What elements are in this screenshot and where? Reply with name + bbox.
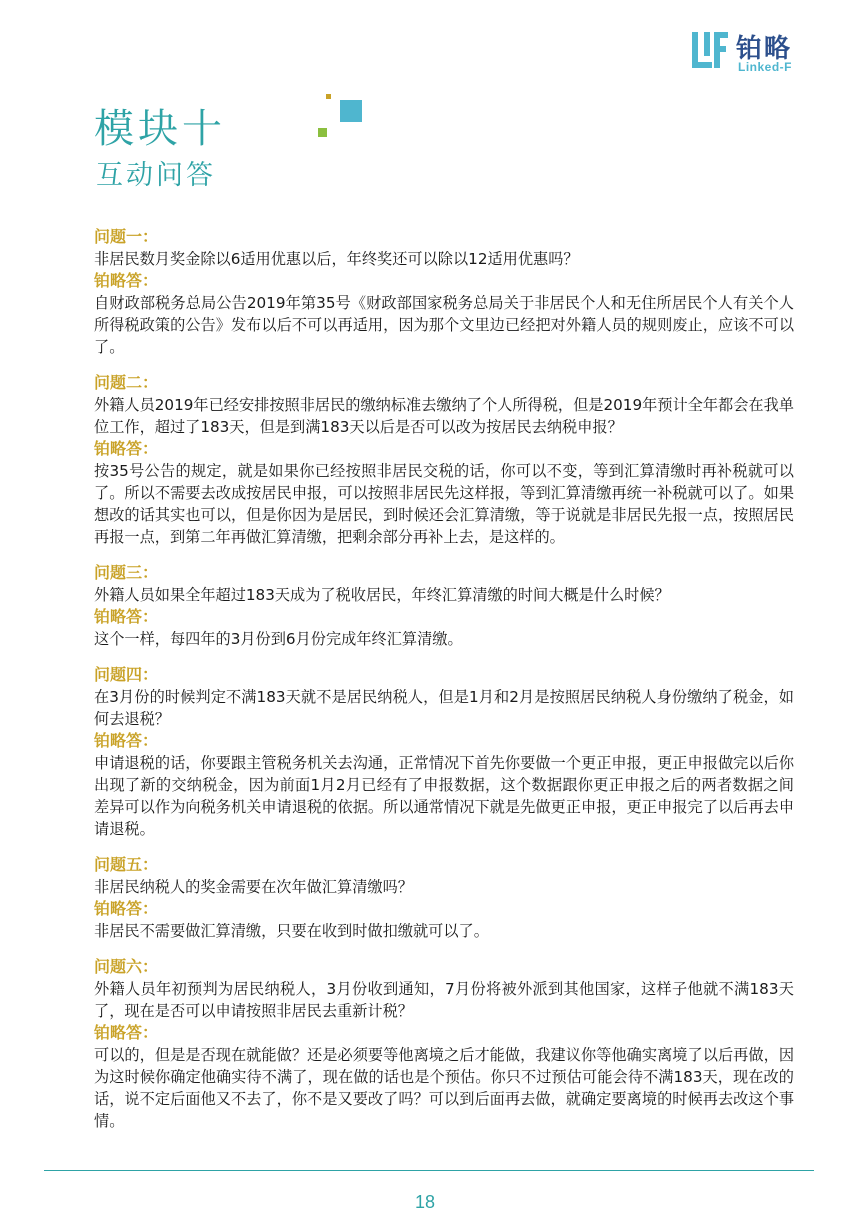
qa-content: [94, 226, 794, 1146]
answer-label: 铂略答：: [94, 439, 159, 458]
brand-name-en: Linked-F: [738, 60, 792, 74]
page-number: 18: [414, 1192, 436, 1212]
answer-text: 可以的，但是是否现在就能做？还是必须要等他离境之后才能做，我建议你等他确实离境了以后再做，因为这时候你确定他确实待不满了，现在做的话也是个预估。你只不过预估可能会待不满183天，现在改的话，说不定后面他又不去了，你不是又要改了吗？可以到后面再去做，就确定要离境的时候再去改这个事情。: [94, 1046, 794, 1130]
question-label: 问题一：: [94, 227, 159, 246]
question-label: 问题三：: [94, 563, 159, 582]
brand-logo-icon: [690, 30, 730, 70]
qa-item-5: [94, 854, 794, 942]
brand-logo: [690, 28, 820, 78]
question-text: 外籍人员2019年已经安排按照非居民的缴纳标准去缴纳了个人所得税，但是2019年预计全年都会在我单位工作，超过了183天，但是到满183天以后是否可以改为按居民去纳税申报？: [94, 396, 794, 436]
question-text: 非居民纳税人的奖金需要在次年做汇算清缴吗？: [94, 878, 413, 896]
qa-item-6: [94, 956, 794, 1132]
brand-name-cn: 铂略: [736, 34, 793, 64]
decorative-squares-icon: [318, 94, 366, 142]
qa-item-3: [94, 562, 794, 650]
answer-text: 自财政部税务总局公告2019年第35号《财政部国家税务总局关于非居民个人和无住所居民个人有关个人所得税政策的公告》发布以后不可以再适用，因为那个文里边已经把对外籍人员的规则废止，应该不可以了。: [94, 294, 794, 356]
question-label: 问题二：: [94, 373, 159, 392]
module-title: 模块十: [94, 106, 226, 152]
answer-text: 这个一样，每四年的3月份到6月份完成年终汇算清缴。: [94, 630, 463, 648]
question-text: 非居民数月奖金除以6适用优惠以后，年终奖还可以除以12适用优惠吗？: [94, 250, 579, 268]
answer-text: 申请退税的话，你要跟主管税务机关去沟通，正常情况下首先你要做一个更正申报，更正申报做完以后你出现了新的交纳税金，因为前面1月2月已经有了申报数据，这个数据跟你更正申报之后的两者数据之间差异可以作为向税务机关申请退税的依据。所以通常情况下就是先做更正申报，更正申报完了以后再去申请退税。: [94, 754, 794, 838]
answer-label: 铂略答：: [94, 731, 159, 750]
question-text: 在3月份的时候判定不满183天就不是居民纳税人，但是1月和2月是按照居民纳税人身份缴纳了税金，如何去退税？: [94, 688, 794, 728]
answer-label: 铂略答：: [94, 271, 159, 290]
qa-item-2: [94, 372, 794, 548]
answer-label: 铂略答：: [94, 899, 159, 918]
answer-label: 铂略答：: [94, 607, 159, 626]
question-label: 问题五：: [94, 855, 159, 874]
question-label: 问题六：: [94, 957, 159, 976]
answer-text: 非居民不需要做汇算清缴，只要在收到时做扣缴就可以了。: [94, 922, 489, 940]
question-text: 外籍人员年初预判为居民纳税人，3月份收到通知，7月份将被外派到其他国家，这样子他就不满183天了，现在是否可以申请按照非居民去重新计税？: [94, 980, 794, 1020]
question-text: 外籍人员如果全年超过183天成为了税收居民，年终汇算清缴的时间大概是什么时候？: [94, 586, 670, 604]
qa-item-4: [94, 664, 794, 840]
answer-label: 铂略答：: [94, 1023, 159, 1042]
qa-item-1: [94, 226, 794, 358]
question-label: 问题四：: [94, 665, 159, 684]
answer-text: 按35号公告的规定，就是如果你已经按照非居民交税的话，你可以不变，等到汇算清缴时再补税就可以了。所以不需要去改成按居民申报，可以按照非居民先这样报，等到汇算清缴再统一补税就可以了。如果想改的话其实也可以，但是你因为是居民，到时候还会汇算清缴，等于说就是非居民先报一点，按照居民再报一点，到第二年再做汇算清缴，把剩余部分再补上去，是这样的。: [94, 462, 794, 546]
module-subtitle: 互动问答: [96, 160, 216, 191]
footer-divider: [44, 1170, 814, 1171]
